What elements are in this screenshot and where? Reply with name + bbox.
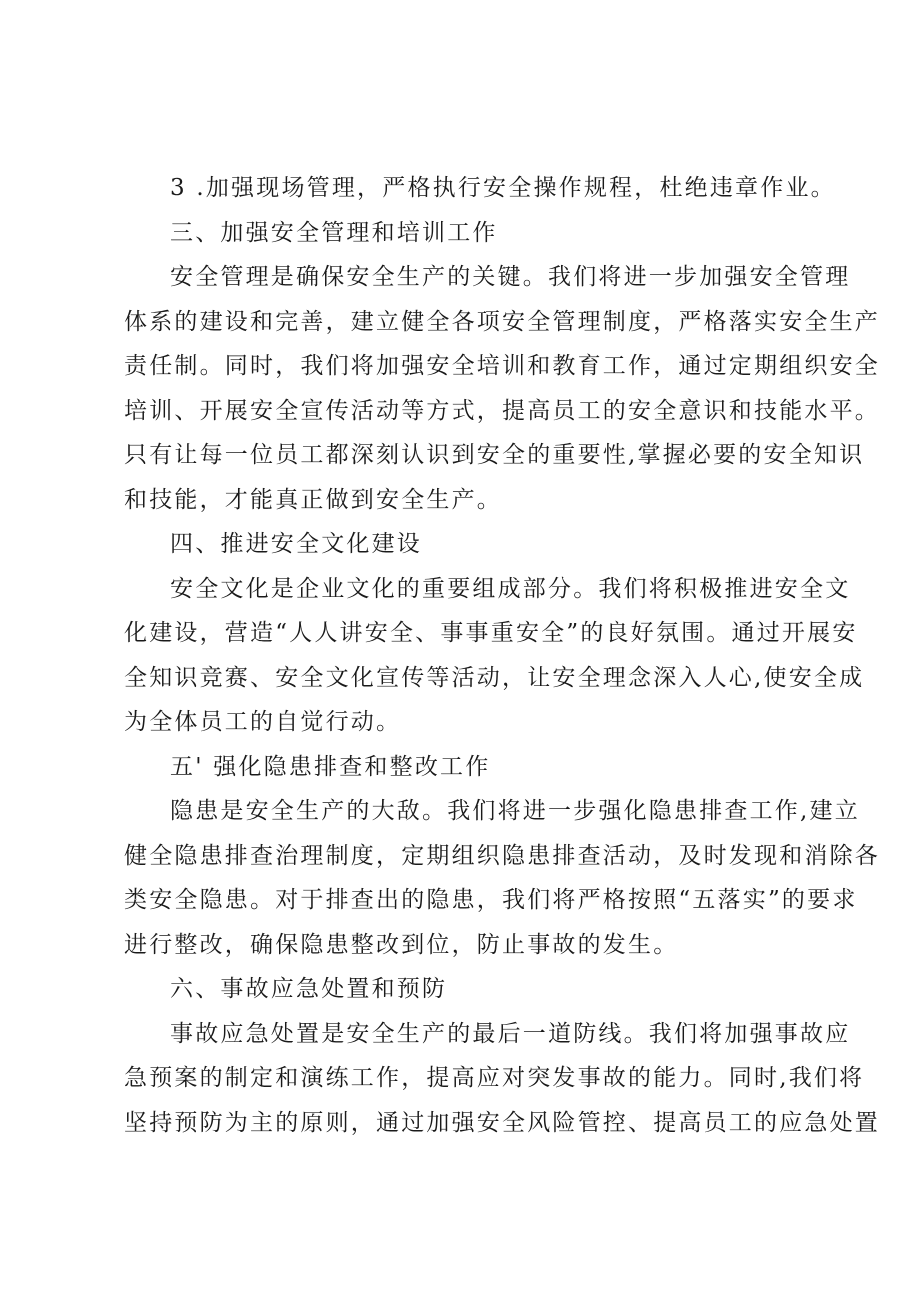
paragraph-line: 安全文化是企业文化的重要组成部分。我们将积极推进安全文 xyxy=(170,575,851,602)
section-heading-4: 四、推进安全文化建设 xyxy=(170,531,422,557)
paragraph-line: 急预案的制定和演练工作，提高应对突发事故的能力。同时,我们将 xyxy=(124,1065,865,1091)
paragraph-line: 责任制。同时，我们将加强安全培训和教育工作，通过定期组织安全 xyxy=(124,353,880,379)
section-heading-5: 五' 强化隐患排查和整改工作 xyxy=(170,753,491,780)
paragraph-line: 为全体员工的自觉行动。 xyxy=(124,709,402,735)
paragraph-line: 健全隐患排查治理制度，定期组织隐患排查活动，及时发现和消除各 xyxy=(124,842,880,869)
paragraph-line: 事故应急处置是安全生产的最后一道防线。我们将加强事故应 xyxy=(170,1020,851,1047)
paragraph-line: 进行整改，确保隐患整改到位，防止事故的发生。 xyxy=(124,931,679,958)
list-item-3: 3 .加强现场管理，严格执行安全操作规程，杜绝违章作业。 xyxy=(170,175,836,201)
paragraph-line: 安全管理是确保安全生产的关键。我们将进一步加强安全管理 xyxy=(170,264,851,290)
paragraph-line: 坚持预防为主的原则，通过加强安全风险管控、提高员工的应急处置 xyxy=(124,1109,880,1136)
section-heading-6: 六、事故应急处置和预防 xyxy=(170,976,448,1002)
paragraph-line: 化建设，营造“人人讲安全、事事重安全”的良好氛围。通过开展安 xyxy=(124,620,858,646)
paragraph-line: 全知识竞赛、安全文化宣传等活动，让安全理念深入人心,使安全成 xyxy=(124,664,865,691)
paragraph-line: 类安全隐患。对于排查出的隐患，我们将严格按照“五落实”的要求 xyxy=(124,887,858,913)
document-body xyxy=(124,166,880,1145)
paragraph-line: 和技能，才能真正做到安全生产。 xyxy=(124,486,502,513)
paragraph-line: 体系的建设和完善，建立健全各项安全管理制度，严格落实安全生产 xyxy=(124,308,880,335)
paragraph-line: 隐患是安全生产的大敌。我们将进一步强化隐患排查工作,建立 xyxy=(170,798,860,824)
section-heading-3: 三、加强安全管理和培训工作 xyxy=(170,219,498,246)
paragraph-line: 只有让每一位员工都深刻认识到安全的重要性,掌握必要的安全知识 xyxy=(124,442,865,468)
paragraph-line: 培训、开展安全宣传活动等方式，提高员工的安全意识和技能水平。 xyxy=(124,397,880,424)
